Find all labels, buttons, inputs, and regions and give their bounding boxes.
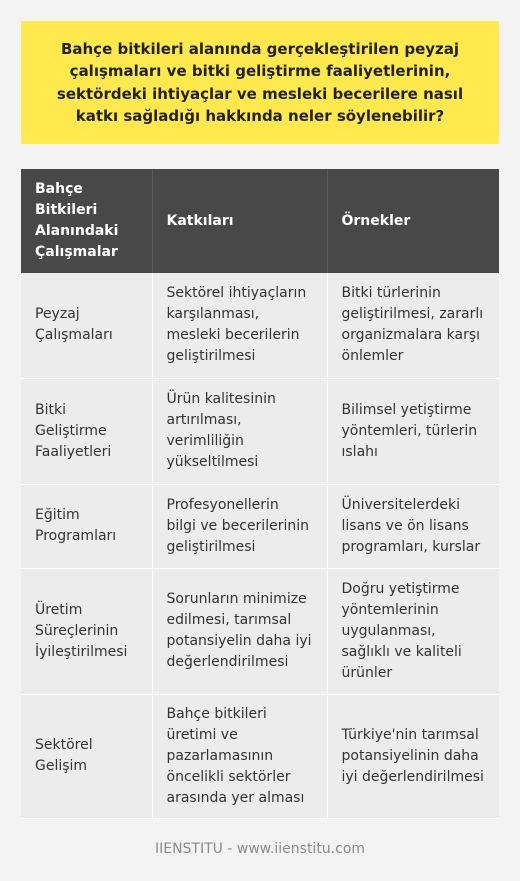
cell-example: Bitki türlerinin geliştirilmesi, zararlı organizmalara karşı önlemler bbox=[327, 273, 499, 378]
cell-study: Eğitim Programları bbox=[21, 484, 152, 568]
cell-example: Bilimsel yetiştirme yöntemleri, türlerin ıslahı bbox=[327, 378, 499, 484]
cell-contribution: Ürün kalitesinin artırılması, verimliliğin yükseltilmesi bbox=[152, 378, 327, 484]
header-examples: Örnekler bbox=[327, 169, 499, 273]
question-text: Bahçe bitkileri alanında gerçekleştirilen peyzaj çalışmaları ve bitki geliştirme faaliyetlerinin, sektördeki ihtiyaçlar ve mesleki becerilere nasıl katkı sağladığı hakkında neler söylenebilir? bbox=[56, 39, 464, 125]
table-row bbox=[21, 273, 499, 378]
header-contributions: Katkıları bbox=[152, 169, 327, 273]
cell-contribution: Profesyonellerin bilgi ve becerilerinin geliştirilmesi bbox=[152, 484, 327, 568]
table-row bbox=[21, 378, 499, 484]
cell-study: Üretim Süreçlerinin İyileştirilmesi bbox=[21, 568, 152, 694]
footer-brand: IIENSTITU - www.iienstitu.com bbox=[154, 841, 366, 857]
comparison-table bbox=[21, 169, 499, 819]
cell-study: Bitki Geliştirme Faaliyetleri bbox=[21, 378, 152, 484]
table-row bbox=[21, 694, 499, 818]
cell-contribution: Bahçe bitkileri üretimi ve pazarlamasının öncelikli sektörler arasında yer alması bbox=[152, 694, 327, 818]
table-row bbox=[21, 568, 499, 694]
question-box bbox=[21, 21, 499, 144]
cell-example: Üniversitelerdeki lisans ve ön lisans programları, kurslar bbox=[327, 484, 499, 568]
cell-example: Türkiye'nin tarımsal potansiyelinin daha iyi değerlendirilmesi bbox=[327, 694, 499, 818]
header-studies: Bahçe Bitkileri Alanındaki Çalışmalar bbox=[21, 169, 152, 273]
table-row bbox=[21, 484, 499, 568]
cell-example: Doğru yetiştirme yöntemlerinin uygulanması, sağlıklı ve kaliteli ürünler bbox=[327, 568, 499, 694]
cell-contribution: Sorunların minimize edilmesi, tarımsal potansiyelin daha iyi değerlendirilmesi bbox=[152, 568, 327, 694]
cell-contribution: Sektörel ihtiyaçların karşılanması, mesleki becerilerin geliştirilmesi bbox=[152, 273, 327, 378]
cell-study: Peyzaj Çalışmaları bbox=[21, 273, 152, 378]
cell-study: Sektörel Gelişim bbox=[21, 694, 152, 818]
table-header-row bbox=[21, 169, 499, 273]
